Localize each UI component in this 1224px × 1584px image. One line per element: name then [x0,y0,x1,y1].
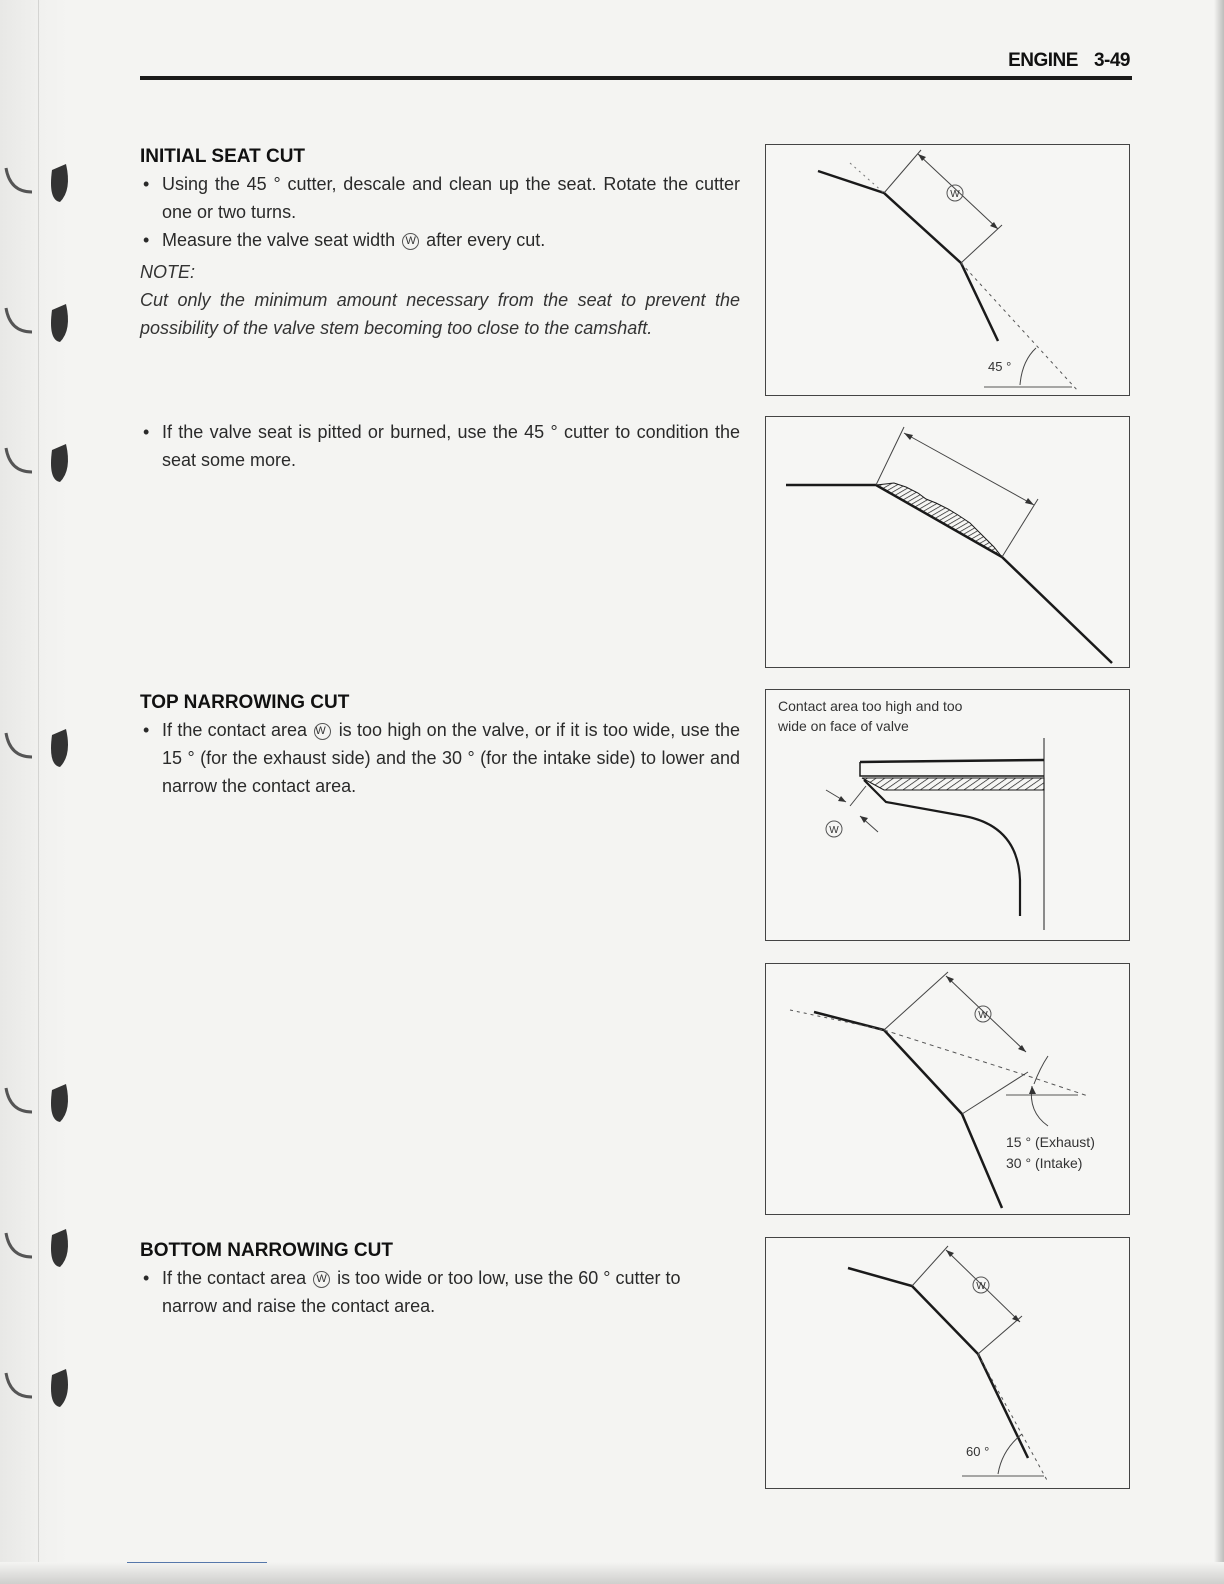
list-item [140,226,740,254]
list-item-text: Measure the valve seat width [162,230,396,250]
note-text: Cut only the minimum amount necessary from the seat to prevent the possibility of the valve stem becoming too close to the camshaft. [140,290,740,338]
intake-angle-label: 30 ° (Intake) [1006,1155,1083,1171]
page-header [140,46,1132,80]
width-symbol: W [402,233,419,250]
initial-seat-cut-section [140,146,740,342]
width-symbol: W [313,1271,330,1288]
header-text [992,50,1130,72]
list-item-text: If the contact area [162,1268,307,1288]
top-narrowing-cut-section [140,692,740,800]
list-item [140,1264,740,1320]
bottom-narrowing-diagram [766,1238,1129,1488]
binder-hole-icon [2,1070,74,1140]
list-item-text: If the contact area [162,720,308,740]
note-label: NOTE: [140,262,196,282]
page-number: 3-49 [1093,50,1130,71]
width-symbol: W [950,189,960,200]
valve-seat-45-diagram [766,145,1129,395]
width-symbol: W [829,825,839,836]
binder-hole-icon [2,1355,74,1425]
binder-hole-icon [2,715,74,785]
list-item: • If the valve seat is pitted or burned, use the 45 ° cutter to condition the seat some more. [140,418,740,474]
binder-hole-icon [2,430,74,500]
width-symbol: W [314,723,331,740]
header-section: ENGINE [1008,50,1078,71]
pitted-seat-diagram [766,417,1129,667]
top-narrowing-diagram [766,964,1129,1214]
list-item-text: after every cut. [426,230,546,250]
figure-initial-cut [765,144,1130,396]
binder-hole-icon [2,290,74,360]
figure-contact-too-high [765,689,1130,941]
exhaust-angle-label: 15 ° (Exhaust) [1006,1134,1095,1150]
caption-line: Contact area too high and too [778,698,963,714]
page-edge-bottom [0,1562,1224,1584]
angle-label: 60 ° [966,1444,990,1459]
figure-pitted-seat [765,416,1130,668]
section-heading: INITIAL SEAT CUT [140,146,306,167]
section-heading: BOTTOM NARROWING CUT [140,1240,393,1261]
figure-bottom-narrowing [765,1237,1130,1489]
list-item-text: is too high on the valve, or if it is too wide, use the 15 ° (for the exhaust side) and the 30 ° (for the intake side) to lower and narrow the contact area. [162,720,740,796]
width-symbol: W [976,1281,986,1292]
list-item: • Using the 45 ° cutter, descale and clean up the seat. Rotate the cutter one or two turns. [140,170,740,226]
binder-hole-icon [2,150,74,220]
width-symbol: W [978,1010,988,1021]
binder-margin [0,0,70,1584]
page-edge [1214,0,1224,1584]
section-heading: TOP NARROWING CUT [140,692,350,713]
angle-label: 45 ° [988,359,1012,374]
angle-labels [1006,1132,1095,1174]
bottom-narrowing-cut-section [140,1240,740,1320]
caption-line: wide on face of valve [778,718,909,734]
valve-face-diagram [766,690,1129,940]
condition-seat-section [140,418,740,474]
binder-crease [38,0,39,1584]
binder-hole-icon [2,1215,74,1285]
scan-mark [127,1562,267,1563]
list-item-text: is too wide or too low, use the 60 ° cutter to narrow and raise the contact area. [162,1268,681,1316]
figure-top-narrowing [765,963,1130,1215]
list-item [140,716,740,800]
